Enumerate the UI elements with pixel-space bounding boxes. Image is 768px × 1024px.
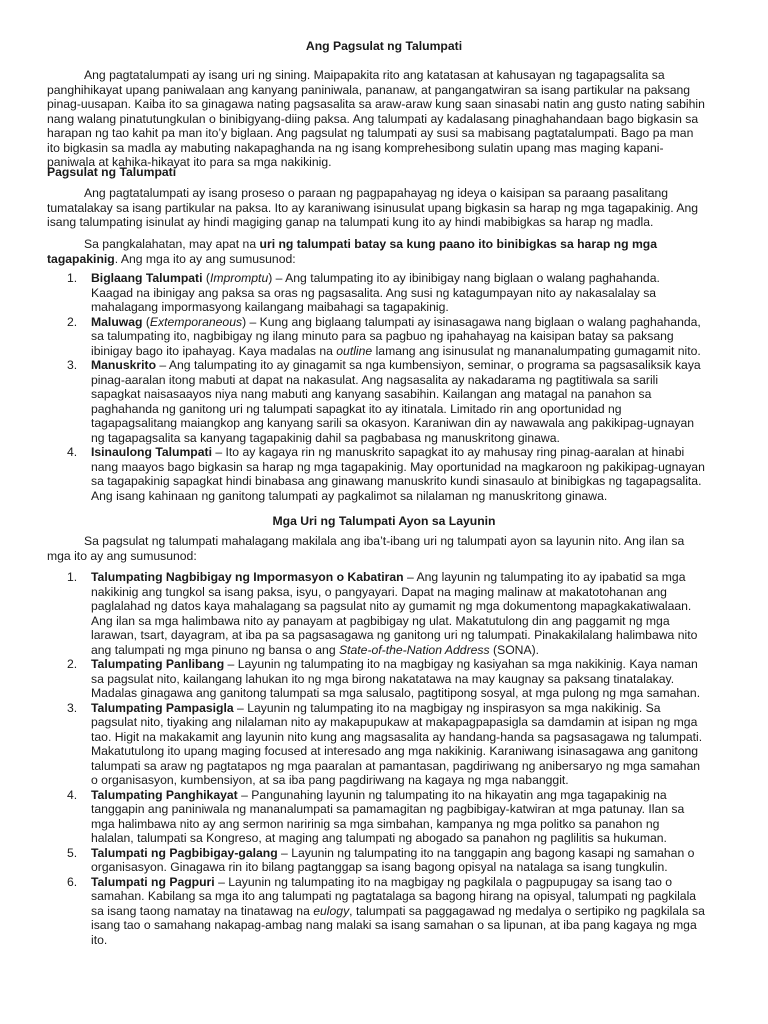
intro-line: harapan ng tao kahit pa man ito’y biglaan. Ang pagsulat ng talumpati ay susi sa mabisang pagtatalumpati. Bago pa man <box>47 126 694 140</box>
text-run: , talumpati sa paggagawad ng medalya o sertipiko ng pagkilala sa <box>349 903 705 918</box>
list-number: 1. <box>67 570 78 584</box>
list-line: ito. <box>91 932 108 947</box>
list-number: 4. <box>67 445 78 459</box>
intro-line: paniwala at kahika-hikayat ito para sa mga nakikinig. <box>47 155 332 169</box>
intro-paragraph <box>47 68 723 170</box>
list-line: Ang ilan sa mga halimbawa nito ay panayam at pagbibigay ng ulat. Makatutulong din ang paggamit ng mga <box>91 613 670 628</box>
list-line: halalan, talumpati sa Kongreso, at maging ang talumpati ng abogado sa panahon ng paglilitis sa hukuman. <box>91 831 667 845</box>
list-number: 2. <box>67 314 78 329</box>
section-heading: Mga Uri ng Talumpati Ayon sa Layunin <box>272 514 496 528</box>
list-item <box>47 657 727 701</box>
section1-types-intro <box>47 237 723 266</box>
list-line: Kaagad na ibinigay ang paksa sa oras ng pagsasalita. Ang susi ng katagumpayan nito ay nakasalalay sa <box>91 285 657 300</box>
intro-line: panghihikayat upang paniwalaan ang kanyang paniniwala, pananaw, at pangangatwiran sa isang partikular na paksang <box>47 82 691 97</box>
list-line: pinag-aaralan itong mabuti at dapat na nakasulat. Ang nagsasalita ay nakadarama ng pagtitiwala sa sarili <box>91 372 659 387</box>
list-line: pagsulat nito, tiyaking ang nilalaman nito ay makapupukaw at makapagpapasigla sa damdamin at isipan ng mga <box>91 715 698 729</box>
list-item <box>47 271 727 315</box>
list-line: sa talumpating ito, nagbibigay ng ilang minuto para sa pagbuo ng ipahahayag na kaisipan batay sa paksang <box>91 329 674 343</box>
list-item <box>47 846 727 875</box>
list-line: larawan, tsart, dayagram, at iba pa sa pagsasagawa ng ganitong uri ng talumpati. Pinakakilalang halimbawa nito <box>91 628 698 642</box>
text-run: – Ang talumpating ito ay ginagamit sa nga kumbensiyon, seminar, o programa sa pagsasaliksik kaya <box>156 358 701 372</box>
list-number: 3. <box>67 700 78 715</box>
list-line: mga halimbawa nito ay ang sermon naririnig sa mga simbahan, kampanya ng mga politko sa panahon ng <box>91 816 660 831</box>
list-line: nakikinig ang tungkol sa isang paksa, isyu, o pangyayari. Dapat na maging malinaw at makatotohanan ang <box>91 584 667 599</box>
term-bold: Talumpati ng Pagpuri <box>91 874 215 889</box>
document-title: Ang Pagsulat ng Talumpati <box>305 39 463 53</box>
list-number: 1. <box>67 271 78 285</box>
list-number: 6. <box>67 874 78 889</box>
paragraph-line: Sa pagsulat ng talumpati mahalagang makilala ang iba’t-ibang uri ng talumpati ayon sa layunin nito. Ang ilan sa <box>84 534 685 548</box>
term-bold: Maluwag <box>91 314 143 329</box>
italic-text: eulogy <box>313 903 350 918</box>
list-line: samahan. Kabilang sa mga ito ang talumpati ng pagtatalaga sa bagong hirang na opisyal, talumpati ng pagkilala <box>91 889 697 903</box>
list-line: o organisasyon, kumbensiyon, at sa iba pang pagdiriwang na kagaya ng mga nabanggit. <box>91 773 569 787</box>
italic-text: outline <box>336 343 373 358</box>
paragraph-line: isang talumpating isinulat ay hindi magiging ganap na talumpati kung ito ay hindi mabibigkas sa harap ng madla. <box>47 215 654 229</box>
italic-text: Extemporaneous <box>149 314 243 329</box>
list-item <box>47 570 727 657</box>
italic-text: Impromptu <box>209 271 269 285</box>
list-item <box>47 358 727 445</box>
intro-line: ito bigkasin sa madla ay mabuting nakapaghanda na ng isang komprehesibong sulatin upang mas maging kapani- <box>47 140 664 155</box>
section-heading: Pagsulat ng Talumpati <box>47 165 177 179</box>
text-run: ) – Ang talumpating ito ay ibinibigay nang biglaan o walang paghahanda. <box>268 271 660 285</box>
list-item <box>47 315 727 359</box>
list-line: Madalas ginagawa ang ganitong talumpati sa mga salusalo, pagtitipong sosyal, at mga pulong ng mga samahan. <box>91 686 701 700</box>
list-item <box>47 701 727 788</box>
list-line: paghahanda ng ganitong uri ng talumpati sapagkat ito ay itinatala. Limitado rin ang oportunidad ng <box>91 401 622 416</box>
list-number: 2. <box>67 657 78 671</box>
paragraph-line <box>47 252 723 267</box>
term-bold: Talumpating Pampasigla <box>91 700 234 715</box>
list-line: mahalagang impormasyong kailangang maibahagi sa tagapakinig. <box>91 300 449 314</box>
section1-paragraph <box>47 186 723 230</box>
bold-text: uri ng talumpati batay sa kung paano ito binibigkas sa harap ng mga <box>259 237 658 251</box>
paragraph-line: tumatalakay sa isang partikular na paksa. Ito ay karaniwang isinusulat upang bigkasin sa harap ng mga tagapakinig. Ang <box>47 200 699 215</box>
text-run: – Layunin ng talumpating ito na tanggapin ang bagong kasapi ng samahan o <box>277 845 695 860</box>
list-line: talumpati sa araw ng pagtatapos ng mga paaralan at pamantasan, pagdiriwang ng anibersaryo ng mga samahan <box>91 758 701 773</box>
italic-text: State-of-the-Nation Address <box>339 642 490 657</box>
list-item <box>47 875 727 948</box>
list-line: isang tao o samahang nakapag-ambag nang malaki sa isang samahan o sa lipunan, at iba pang kagaya ng mga <box>91 918 697 932</box>
text-run: – Layunin ng talumpating ito na magbigay ng inspirasyon sa mga nakikinig. Sa <box>233 700 661 715</box>
term-bold: Isinaulong Talumpati <box>91 445 212 459</box>
list-line: sa tagapakinig sapagkat hindi binabasa ang ginawang manuskrito kundi sinasaulo at binibigkas ng tagapagsalita. <box>91 474 702 488</box>
list-number: 4. <box>67 787 78 802</box>
intro-line: nang walang pinatutungkulan o binibigyang-diing paksa. Ang talumpati ay kadalasang pinaghahandaan bago bigkasin sa <box>47 111 699 126</box>
list-item <box>47 788 727 846</box>
term-bold: Talumpati ng Pagbibigay-galang <box>91 845 278 860</box>
text-run: . Ang mga ito ay ang sumusunod: <box>114 251 296 266</box>
list-line: sa pagsulat nito, kailangang lahukan ito ng mga birong nakatatawa na may kaugnay sa paksang tinatalakay. <box>91 671 675 686</box>
paragraph-line: Ang pagtatalumpati ay isang proseso o paraan ng pagpapahayag ng ideya o kaisipan sa paraang pasalitang <box>84 186 669 200</box>
intro-line: pinag-uusapan. Kaiba ito sa ginagawa nating pagsasalita sa araw-araw kung saan sinasabi natin ang gusto nating sabihin <box>47 97 705 111</box>
list-line: Makatutulong ito upang maging focused at interesado ang mga nakikinig. Karaniwang isinasagawa ang ganitong <box>91 744 699 758</box>
list-item <box>47 445 727 503</box>
list-line: Ang isang kahinaan ng ganitong talumpati ay pagkalimot sa nilalaman ng manuskritong ginawa. <box>91 488 608 503</box>
paragraph-line <box>47 237 723 252</box>
list-line: organisasyon. Ginagawa rin ito bilang pagtanggap sa isang bagong opisyal na natalaga sa isang tungkulin. <box>91 860 668 874</box>
term-bold: Talumpating Nagbibigay ng Impormasyon o Kabatiran <box>91 570 404 584</box>
text-run: ( <box>202 271 210 285</box>
bold-text: tagapakinig <box>47 251 115 266</box>
list-line: nang maayos bago bigkasin sa harap ng mga tagapakinig. May oportunidad na magkaroon ng pakikipag-ugnayan <box>91 459 705 474</box>
text-run: lamang ang isinusulat ng mananalumpating gumagamit nito. <box>372 343 701 358</box>
text-run: – Layunin ng talumpating ito na magbigay ng pagkilala o pagpupugay sa isang tao o <box>214 874 673 889</box>
delivery-types-list <box>47 271 727 503</box>
list-line: paglalahad ng datos kaya mahalagang sa pagsulat nito ay gumamit ng mga dokumentong mapagkakatiwalaan. <box>91 599 692 613</box>
text-run: ibinigay bago ito ipahayag. Kaya madalas na <box>91 343 337 358</box>
list-line: tanggapin ang paniniwala ng mananalumpati sa pamamagitan ng pagbibigay-katwiran at mga patunay. Ilan sa <box>91 802 685 816</box>
list-number: 3. <box>67 358 78 372</box>
term-bold: Talumpating Panlibang <box>91 657 225 671</box>
list-line: ng tagapagsalita sa kanyang tagapakinig dahil sa pagbabasa ng manuskritong ginawa. <box>91 430 560 445</box>
list-number: 5. <box>67 845 78 860</box>
term-bold: Talumpating Panghikayat <box>91 787 238 802</box>
list-line: sapagkat naisasaayos niya nang mabuti ang kanyang sasabihin. Kailangan ang matagal na panahon sa <box>91 387 652 401</box>
intro-line: Ang pagtatalumpati ay isang uri ng sining. Maipapakita rito ang katatasan at kahusayan ng tagapagsalita sa <box>84 68 665 82</box>
list-line: tagapagsalitang maiangkop ang kanyang sarili sa okasyon. Karaniwan din ay nawawala ang pakikipag-ugnayan <box>91 416 695 430</box>
text-run: (SONA). <box>489 642 540 657</box>
text-run: – Pangunahing layunin ng talumpating ito na hikayatin ang mga tagapakinig na <box>237 787 667 802</box>
term-bold: Manuskrito <box>91 358 157 372</box>
text-run: ) – Kung ang biglaang talumpati ay isinasagawa nang biglaan o walang paghahanda, <box>242 314 701 329</box>
text-run: – Ito ay kagaya rin ng manuskrito sapagkat ito ay mahusay ring pinag-aaralan at hinabi <box>211 445 685 459</box>
term-bold: Biglaang Talumpati <box>91 271 203 285</box>
section2-intro <box>47 534 723 563</box>
text-run: ( <box>142 314 150 329</box>
text-run: ang talumpati ng mga pinuno ng bansa o ang <box>91 642 339 657</box>
text-run: sa isang taong namatay na tinatawag na <box>91 903 314 918</box>
purpose-types-list <box>47 570 727 947</box>
list-line: tao. Higit na makakamit ang layunin nito kung ang magsasalita ay handang-handa sa pagsasagawa ng talumpati. <box>91 729 703 744</box>
paragraph-line: mga ito ay ang sumusunod: <box>47 548 197 563</box>
text-run: – Ang layunin ng talumpating ito ay ipabatid sa mga <box>403 570 686 584</box>
text-run: Sa pangkalahatan, may apat na <box>84 237 260 251</box>
text-run: – Layunin ng talumpating ito na magbigay ng kasiyahan sa mga nakikinig. Kaya naman <box>224 657 698 671</box>
